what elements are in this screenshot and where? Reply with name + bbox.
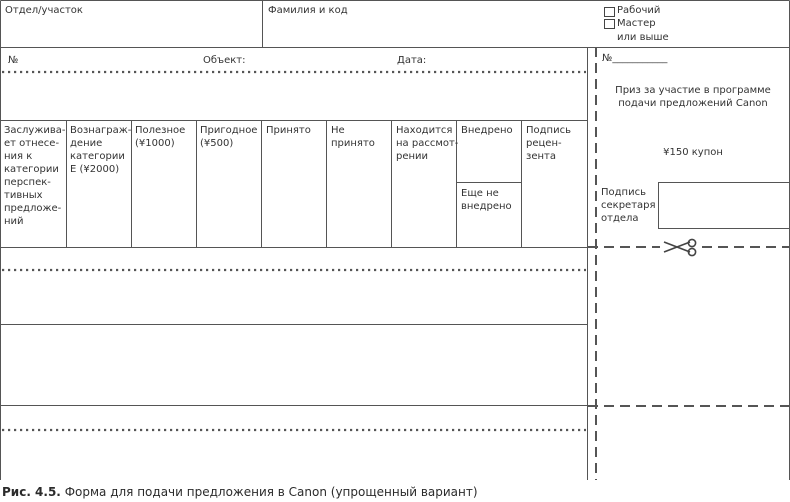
master-label: Мастер: [617, 18, 656, 29]
figure-caption-text: Форма для подачи предложения в Canon (упрощенный вариант): [64, 485, 478, 499]
worker-label: Рабочий: [617, 5, 661, 16]
col-reviewer-signature: Подпись рецен- зента: [526, 125, 571, 162]
col-reward-category-e: Вознаграж- дение категории E (¥2000): [70, 125, 132, 175]
figure-caption: [2, 485, 478, 500]
coupon-number: №___________: [602, 53, 668, 64]
col-implemented: Внедрено: [461, 125, 513, 136]
col-useful: Полезное (¥1000): [135, 125, 186, 149]
scissors-icon: [664, 239, 696, 255]
col-under-review: Находится на рассмот- рении: [396, 125, 459, 162]
coupon-amount: ¥150 купон: [663, 147, 723, 158]
col-not-implemented: Еще не внедрено: [461, 188, 512, 212]
col-accepted: Принято: [266, 125, 311, 136]
master-checkbox[interactable]: [604, 19, 615, 29]
master-label-cont: или выше: [617, 32, 669, 43]
worker-checkbox[interactable]: [604, 7, 615, 17]
secretary-signature-label: Подпись секретаря отдела: [601, 187, 656, 224]
date-label: Дата:: [397, 55, 427, 66]
coupon-prize-title: Приз за участие в программе подачи предложений Canon: [615, 85, 771, 109]
col-category-prospective: Заслужива- ет отнесе- ния к категории перспек- тивных предложе- ний: [4, 125, 66, 227]
col-suitable: Пригодное (¥500): [200, 125, 258, 149]
object-label: Объект:: [203, 55, 246, 66]
department-label: Отдел/участок: [5, 5, 83, 16]
name-code-label: Фамилия и код: [268, 5, 348, 16]
figure-number: Рис. 4.5.: [2, 485, 61, 499]
col-not-accepted: Не принято: [331, 125, 375, 149]
number-label: №: [8, 55, 19, 66]
